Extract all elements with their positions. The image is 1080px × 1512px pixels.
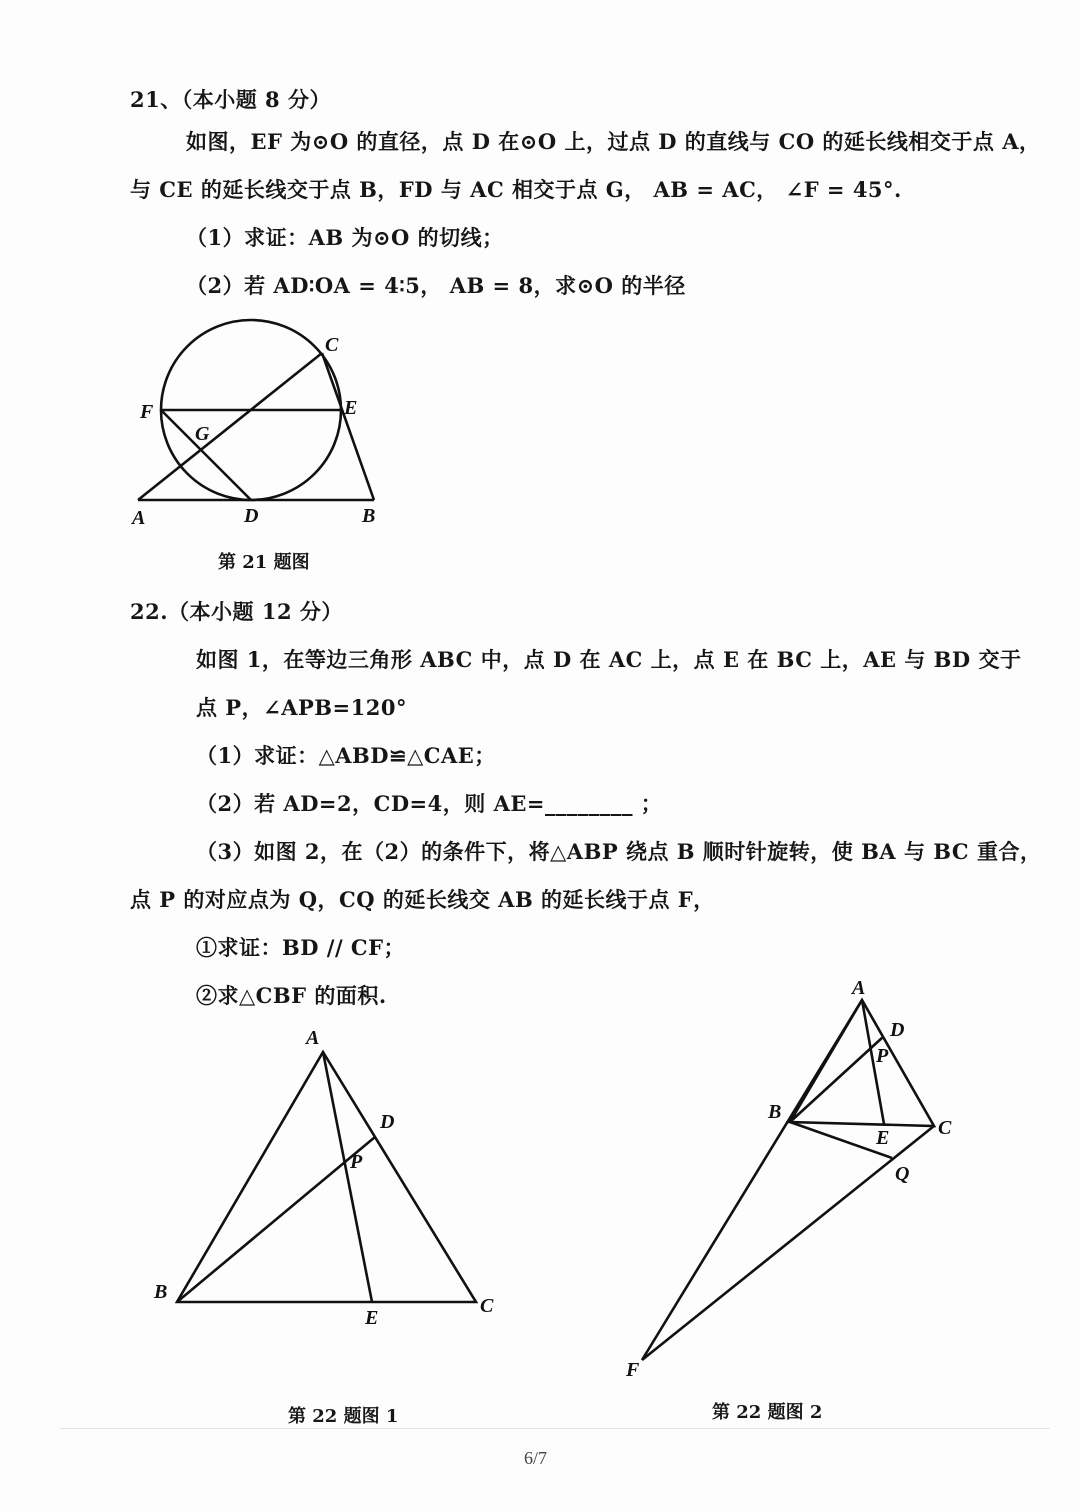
q22f1-label-p: P bbox=[350, 1151, 363, 1173]
q22f1-label-d: D bbox=[380, 1111, 395, 1133]
footer-divider bbox=[60, 1428, 1050, 1429]
q21-part2: （2）若 AD∶OA = 4∶5， AB = 8，求⊙O 的半径 bbox=[186, 273, 686, 298]
q22-sub1: ①求证：BD // CF； bbox=[196, 935, 406, 960]
q21-stem-line1: 如图，EF 为⊙O 的直径，点 D 在⊙O 上，过点 D 的直线与 CO 的延长线相交于点 A， bbox=[186, 129, 1041, 154]
page-number: 6/7 bbox=[524, 1448, 548, 1468]
q21-label-a: A bbox=[132, 507, 146, 529]
q22f1-label-e: E bbox=[365, 1307, 379, 1329]
q21-label-f: F bbox=[140, 401, 154, 423]
q22-header: 22.（本小题 12 分） bbox=[130, 599, 343, 624]
q22f2-label-a: A bbox=[852, 977, 866, 999]
q21-part1: （1）求证：AB 为⊙O 的切线； bbox=[186, 225, 504, 250]
q21-label-g: G bbox=[195, 423, 210, 445]
q21-label-c: C bbox=[325, 334, 339, 356]
q22-figure-2-caption: 第 22 题图 2 bbox=[712, 1402, 823, 1423]
q22f1-label-c: C bbox=[480, 1295, 494, 1317]
q22f2-label-d: D bbox=[890, 1019, 905, 1041]
q22f2-label-e: E bbox=[876, 1127, 890, 1149]
q22-sub2: ②求△CBF 的面积. bbox=[196, 983, 387, 1008]
q22-figure-1-caption: 第 22 题图 1 bbox=[288, 1406, 399, 1427]
q22f2-label-f: F bbox=[626, 1359, 640, 1381]
q22f2-label-p: P bbox=[876, 1045, 889, 1067]
q22-part2: （2）若 AD=2，CD=4，则 AE=________ ； bbox=[196, 791, 663, 816]
q21-label-d: D bbox=[244, 505, 259, 527]
q22-part3-line1: （3）如图 2，在（2）的条件下，将△ABP 绕点 B 顺时针旋转，使 BA 与 BC 重合， bbox=[196, 839, 1042, 864]
q22f2-triangle-abc bbox=[790, 1000, 934, 1126]
q22-part1: （1）求证：△ABD≌△CAE； bbox=[196, 743, 496, 768]
q22f2-line-bd bbox=[790, 1037, 883, 1122]
q21-header: 21、（本小题 8 分） bbox=[130, 87, 331, 112]
q22f2-label-q: Q bbox=[895, 1163, 910, 1185]
q22-stem-line2: 点 P，∠APB=120° bbox=[196, 695, 407, 720]
q22-stem-line1: 如图 1，在等边三角形 ABC 中，点 D 在 AC 上，点 E 在 BC 上，AE 与 BD 交于 bbox=[196, 647, 1022, 672]
q21-stem-line2: 与 CE 的延长线交于点 B，FD 与 AC 相交于点 G， AB = AC， ∠F = 45°. bbox=[130, 177, 902, 202]
q22f2-label-b: B bbox=[768, 1101, 782, 1123]
q22-part3-line2: 点 P 的对应点为 Q，CQ 的延长线交 AB 的延长线于点 F， bbox=[130, 887, 715, 912]
q22f2-line-af bbox=[642, 1000, 862, 1360]
q22f2-label-c: C bbox=[938, 1117, 952, 1139]
q22f1-label-b: B bbox=[154, 1281, 168, 1303]
q21-label-b: B bbox=[362, 505, 376, 527]
q21-label-e: E bbox=[344, 397, 358, 419]
q21-figure-caption: 第 21 题图 bbox=[218, 552, 310, 573]
q22f1-label-a: A bbox=[306, 1027, 320, 1049]
q22f2-line-cf bbox=[642, 1126, 934, 1360]
